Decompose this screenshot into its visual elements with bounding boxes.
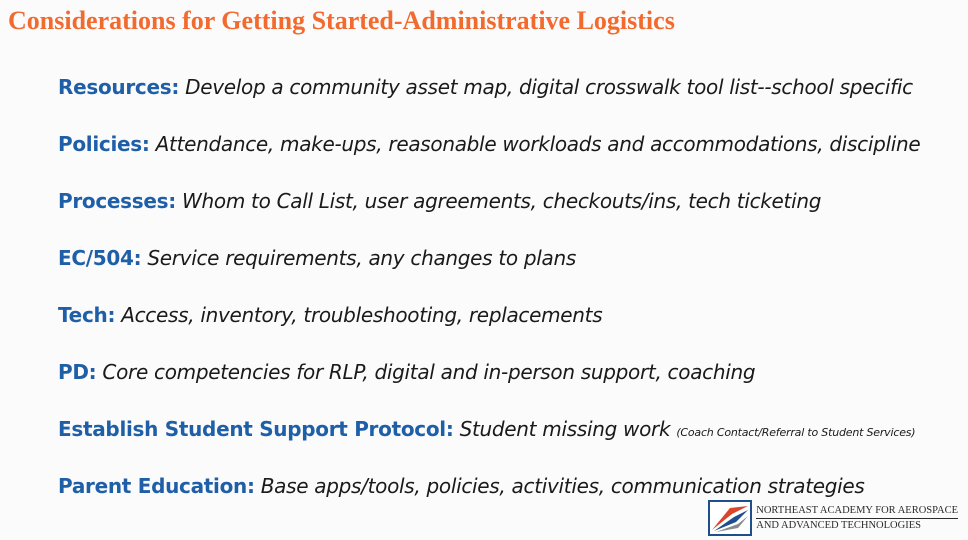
list-item-policies	[58, 129, 958, 186]
item-label: Policies:	[58, 132, 150, 156]
item-text: Core competencies for RLP, digital and in-person support, coaching	[102, 360, 756, 384]
item-text: Attendance, make-ups, reasonable workloads and accommodations, discipline	[155, 132, 921, 156]
logo-line2: AND ADVANCED TECHNOLOGIES	[756, 519, 921, 531]
list-item-pd	[58, 357, 958, 414]
list-item-tech	[58, 300, 958, 357]
item-text: Student missing work	[459, 417, 671, 441]
school-logo	[708, 500, 958, 536]
item-label: Resources:	[58, 75, 180, 99]
item-text: Access, inventory, troubleshooting, replacements	[121, 303, 603, 327]
slide-title: Considerations for Getting Started-Administrative Logistics	[8, 6, 675, 35]
item-label: Tech:	[58, 303, 116, 327]
item-note: (Coach Contact/Referral to Student Services)	[676, 426, 916, 439]
item-label: Establish Student Support Protocol:	[58, 417, 454, 441]
list-item-student-support	[58, 414, 958, 471]
item-label: PD:	[58, 360, 97, 384]
aerospace-logo-icon	[708, 500, 752, 536]
item-label: Parent Education:	[58, 474, 255, 498]
considerations-list	[58, 72, 958, 528]
item-label: Processes:	[58, 189, 176, 213]
list-item-ec504	[58, 243, 958, 300]
list-item-resources	[58, 72, 958, 129]
logo-line1: NORTHEAST ACADEMY FOR AEROSPACE	[756, 504, 958, 519]
item-text: Service requirements, any changes to plans	[147, 246, 577, 270]
item-text: Whom to Call List, user agreements, checkouts/ins, tech ticketing	[182, 189, 822, 213]
list-item-processes	[58, 186, 958, 243]
item-label: EC/504:	[58, 246, 142, 270]
item-text: Develop a community asset map, digital crosswalk tool list--school specific	[185, 75, 913, 99]
item-text: Base apps/tools, policies, activities, communication strategies	[260, 474, 865, 498]
